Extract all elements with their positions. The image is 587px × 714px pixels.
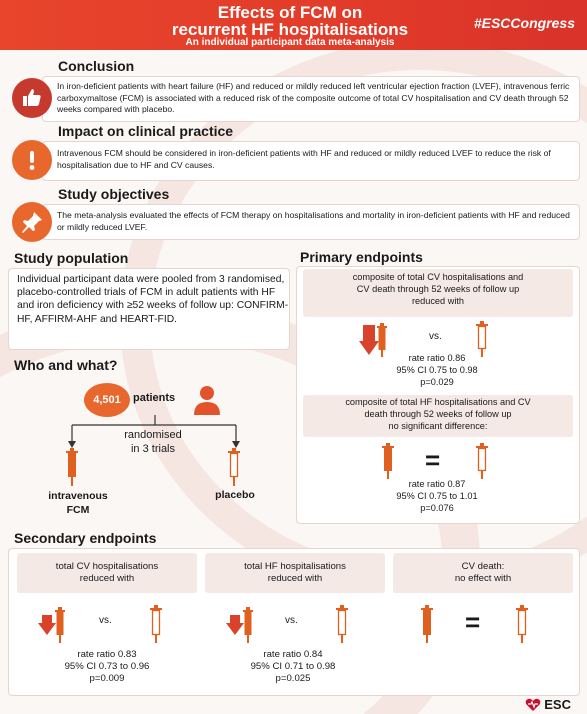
conclusion-text: In iron-deficient patients with heart failure (HF) and reduced or mildly reduced left ventricular ejection fraction (LVEF), intravenous ferric carboxymaltose (FCM) is associated with a reduced risk of the composite outcome of total CV hospitalisation and CV death through 52 weeks compared with placebo.	[57, 81, 570, 114]
secondary-ep2-line-1: total HF hospitalisations	[244, 561, 346, 572]
patients-label: patients	[133, 392, 176, 404]
placebo-syringe-icon	[226, 448, 242, 486]
esc-logo	[525, 697, 571, 712]
secondary-ep1-description	[17, 561, 197, 585]
title-line-2: recurrent HF hospitalisations	[171, 20, 409, 39]
randomised-line-2: in 3 trials	[130, 443, 176, 455]
population-box	[8, 268, 290, 350]
primary-ep2-ci: 95% CI 0.75 to 1.01	[396, 490, 478, 501]
secondary-ep2-header	[205, 553, 385, 593]
congress-hashtag: #ESCCongress	[473, 15, 575, 31]
secondary-ep2-ci: 95% CI 0.71 to 0.98	[250, 660, 336, 672]
primary-ep2-placebo-syringe-icon	[475, 443, 489, 479]
secondary-ep3-header	[393, 553, 573, 593]
primary-heading: Primary endpoints	[300, 249, 423, 265]
secondary-ep3-fcm-syringe-icon	[420, 605, 434, 643]
secondary-ep1-rate-ratio: rate ratio 0.83	[77, 649, 137, 660]
impact-box	[42, 141, 580, 181]
secondary-ep1-vs: vs.	[99, 615, 112, 626]
conclusion-box	[42, 76, 580, 122]
secondary-ep1-header	[17, 553, 197, 593]
secondary-ep2-line-2: reduced with	[267, 572, 323, 584]
primary-ep1-vs: vs.	[429, 331, 442, 342]
secondary-ep1-ci: 95% CI 0.73 to 0.96	[64, 660, 150, 672]
conclusion-heading: Conclusion	[58, 58, 135, 74]
primary-ep1-placebo-syringe-icon	[475, 321, 489, 357]
objectives-text: The meta-analysis evaluated the effects of FCM therapy on hospitalisations and mortality in iron-deficient patients with HF and reduced or mildly reduced LVEF.	[57, 210, 570, 232]
primary-ep2-line-1: composite of total HF hospitalisations and CV	[345, 397, 531, 407]
patients-count-badge: 4,501	[84, 383, 130, 417]
pin-icon	[12, 202, 52, 242]
fcm-syringe-icon	[64, 448, 80, 486]
population-text: Individual participant data were pooled from 3 randomised, placebo-controlled trials of FCM in adult patients with HF and iron deficiency with ≥52 weeks of follow up: CONFIRM-HF, AFFIRM-AHF and HEART-FID.	[17, 274, 289, 325]
randomised-line-1: randomised	[124, 429, 182, 441]
secondary-ep2-down-arrow-fcm-icon	[225, 607, 257, 643]
primary-ep1-down-arrow-fcm-icon	[359, 323, 391, 357]
primary-ep2-description	[303, 397, 573, 432]
impact-heading: Impact on clinical practice	[58, 123, 234, 139]
exclamation-icon	[12, 140, 52, 180]
objectives-heading: Study objectives	[58, 186, 170, 202]
primary-ep1-description	[303, 272, 573, 307]
secondary-ep1-stats	[37, 649, 177, 684]
who-what-heading: Who and what?	[14, 357, 118, 373]
secondary-ep2-p-value: p=0.025	[275, 672, 311, 684]
population-heading: Study population	[14, 250, 129, 266]
esc-logo-text: ESC	[544, 697, 571, 712]
secondary-ep1-placebo-syringe-icon	[149, 605, 163, 643]
secondary-ep3-line-2: no effect with	[454, 572, 512, 584]
title-line-1: Effects of FCM on	[217, 3, 363, 22]
primary-ep1-line-2: CV death through 52 weeks of follow up	[356, 283, 520, 294]
primary-ep1-p-value: p=0.029	[420, 376, 454, 387]
objectives-box	[42, 204, 580, 240]
secondary-ep1-line-1: total CV hospitalisations	[55, 561, 159, 572]
secondary-ep3-equals: =	[465, 607, 481, 637]
primary-ep2-rate-ratio: rate ratio 0.87	[408, 479, 466, 489]
primary-ep2-stats	[367, 479, 507, 514]
primary-ep2-line-3: no significant difference:	[388, 420, 488, 431]
primary-ep2-p-value: p=0.076	[420, 502, 454, 513]
impact-text: Intravenous FCM should be considered in iron-deficient patients with HF and reduced or mildly reduced LVEF to reduce the risk of hospitalisation due to HF and CV causes.	[57, 148, 551, 170]
header-banner	[0, 0, 587, 50]
primary-ep1-header	[303, 269, 573, 317]
secondary-ep2-stats	[223, 649, 363, 684]
secondary-ep1-p-value: p=0.009	[89, 672, 125, 684]
primary-ep1-line-3: reduced with	[411, 295, 465, 306]
secondary-ep2-placebo-syringe-icon	[335, 605, 349, 643]
primary-ep2-fcm-syringe-icon	[381, 443, 395, 479]
primary-ep1-line-1: composite of total CV hospitalisations and	[352, 272, 524, 282]
secondary-ep3-placebo-syringe-icon	[515, 605, 529, 643]
secondary-ep3-description	[393, 561, 573, 585]
secondary-endpoints-panel	[8, 548, 580, 696]
fcm-arm-line-2: FCM	[66, 504, 90, 516]
primary-endpoints-panel	[296, 266, 580, 524]
thumbs-up-icon	[12, 78, 52, 118]
fcm-arm-label	[28, 489, 128, 517]
secondary-ep2-rate-ratio: rate ratio 0.84	[263, 649, 323, 660]
secondary-heading: Secondary endpoints	[14, 530, 157, 546]
fcm-arm-line-1: intravenous	[48, 490, 108, 502]
primary-ep2-line-2: death through 52 weeks of follow up	[364, 408, 512, 419]
subtitle: An individual participant data meta-analysis	[185, 37, 395, 48]
primary-ep1-ci: 95% CI 0.75 to 0.98	[396, 364, 478, 375]
primary-ep2-equals: =	[425, 445, 441, 475]
heart-logo-icon	[525, 698, 541, 712]
secondary-ep2-vs: vs.	[285, 615, 298, 626]
secondary-ep1-line-2: reduced with	[79, 572, 135, 584]
secondary-ep2-description	[205, 561, 385, 585]
randomised-text	[108, 428, 198, 456]
primary-ep1-rate-ratio: rate ratio 0.86	[408, 353, 466, 363]
placebo-arm-label: placebo	[215, 489, 255, 501]
secondary-ep3-line-1: CV death:	[461, 561, 505, 572]
secondary-ep1-down-arrow-fcm-icon	[37, 607, 69, 643]
primary-ep2-header	[303, 395, 573, 437]
primary-ep1-stats	[367, 353, 507, 388]
